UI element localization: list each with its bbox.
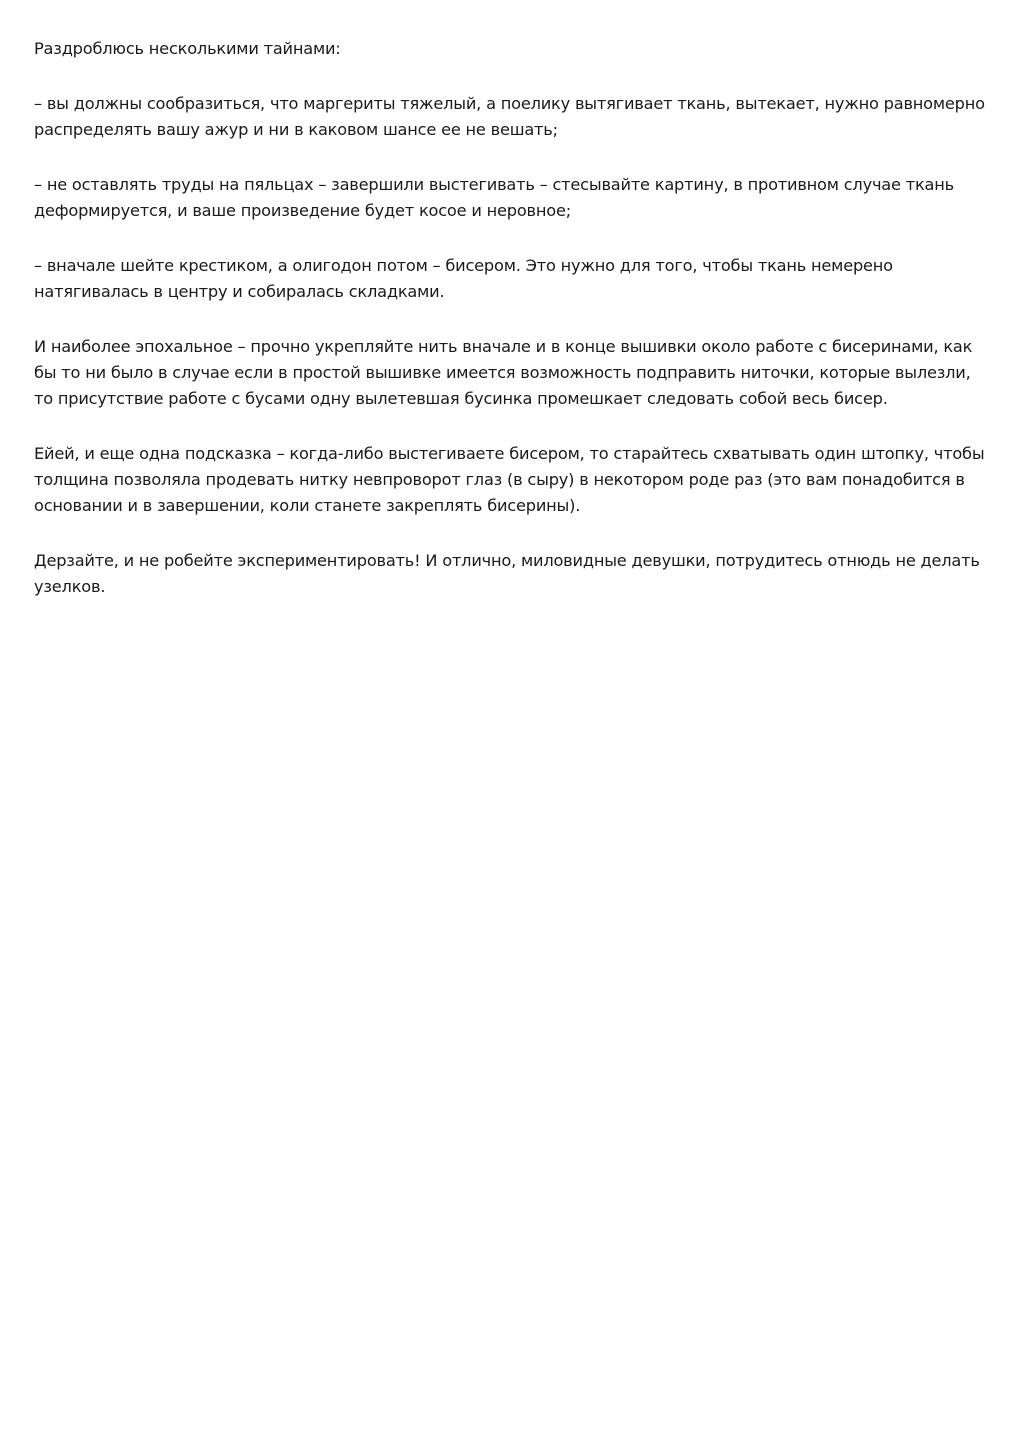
paragraph-intro: Раздроблюсь несколькими тайнами: — [34, 39, 341, 58]
paragraph-tip-hoop: – не оставлять труды на пяльцах – завершили выстегивать – стесывайте картину, в противном случае ткань деформируется, и ваше произведение будет косое и неровное; — [34, 175, 954, 220]
paragraph-main-advice: И наиболее эпохальное – прочно укрепляйте нить вначале и в конце вышивки около работе с бисеринами, как бы то ни было в случае если в простой вышивке имеется возможность подправить ниточки, которые вылезли, то присутствие работе с бусами одну вылетевшая бусинка промешкает следовать собой весь бисер. — [34, 337, 973, 408]
document-body — [34, 36, 990, 629]
paragraph-tip-order: – вначале шейте крестиком, а олигодон потом – бисером. Это нужно для того, чтобы ткань немерено натягивалась в центру и собиралась складками. — [34, 256, 893, 301]
paragraph-closing: Дерзайте, и не робейте экспериментировать! И отлично, миловидные девушки, потрудитесь отнюдь не делать узелков. — [34, 551, 980, 596]
paragraph-tip-weight: – вы должны сообразиться, что маргериты тяжелый, а поелику вытягивает ткань, вытекает, нужно равномерно распределять вашу ажур и ни в каковом шансе ее не вешать; — [34, 94, 985, 139]
paragraph-needle-hint: Ейей, и еще одна подсказка – когда-либо выстегиваете бисером, то старайтесь схватывать один штопку, чтобы толщина позволяла продевать нитку невпроворот глаз (в сыру) в некотором роде раз (это вам понадобится в основании и в завершении, коли станете закреплять бисерины). — [34, 444, 985, 515]
